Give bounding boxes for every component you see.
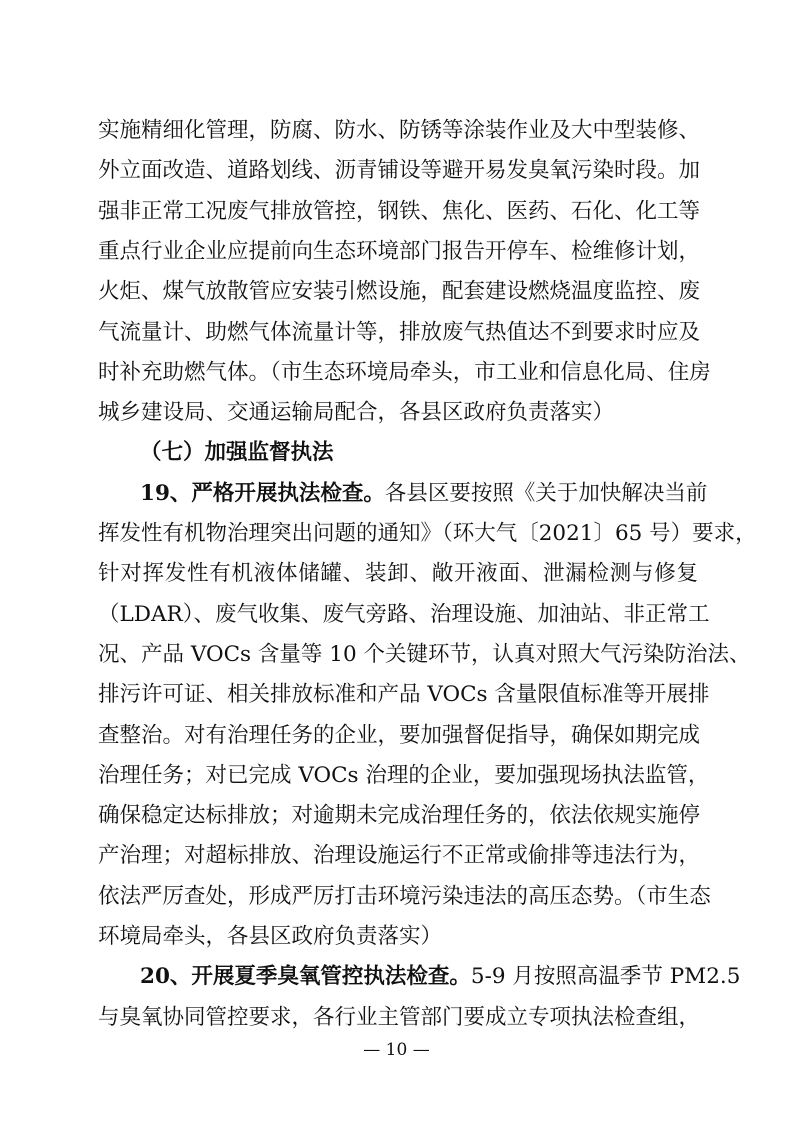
text-line: 针对挥发性有机液体储罐、装卸、敞开液面、泄漏检测与修复 (98, 561, 698, 587)
text-line: 依法严厉查处，形成严厉打击环境污染违法的高压态势。（市生态 (98, 883, 711, 909)
item-heading: 19、严格开展执法检查。 (140, 480, 385, 506)
text-line: 19、严格开展执法检查。各县区要按照《关于加快解决当前 (140, 480, 708, 506)
text-line: 强非正常工况废气排放管控，钢铁、焦化、医药、石化、化工等 (98, 198, 701, 224)
text-line: 外立面改造、道路划线、沥青铺设等避开易发臭氧污染时段。加 (98, 158, 701, 184)
text-line: 环境局牵头，各县区政府负责落实） (98, 924, 443, 949)
item-heading: 20、开展夏季臭氧管控执法检查。 (140, 964, 471, 990)
text-line: 实施精细化管理，防腐、防水、防锈等涂装作业及大中型装修、 (98, 118, 701, 143)
text-line: 况、产品 VOCs 含量等 10 个关键环节，认真对照大气污染防治法、 (98, 641, 751, 667)
text-line: 火炬、煤气放散管应安装引燃设施，配套建设燃烧温度监控、废 (98, 279, 701, 305)
text-line: （LDAR）、废气收集、废气旁路、治理设施、加油站、非正常工 (98, 601, 710, 627)
page-number: — 10 — (363, 1040, 430, 1060)
text-line: 查整治。对有治理任务的企业，要加强督促指导，确保如期完成 (98, 722, 701, 748)
text-line: 排污许可证、相关排放标准和产品 VOCs 含量限值标准等开展排 (98, 682, 710, 708)
section-heading: （七）加强监督执法 (140, 440, 334, 466)
text-line: 确保稳定达标排放；对逾期未完成治理任务的，依法依规实施停 (98, 803, 701, 829)
text-line: 时补充助燃气体。（市生态环境局牵头，市工业和信息化局、住房 (98, 359, 711, 385)
text-line: 20、开展夏季臭氧管控执法检查。5-9 月按照高温季节 PM2.5 (140, 964, 741, 990)
text-line: 产治理；对超标排放、治理设施运行不正常或偷排等违法行为， (98, 843, 701, 869)
text-line: 气流量计、助燃气体流量计等，排放废气热值达不到要求时应及 (98, 319, 701, 345)
text-line: 治理任务；对已完成 VOCs 治理的企业，要加强现场执法监管， (98, 762, 710, 788)
text-line: 与臭氧协同管控要求，各行业主管部门要成立专项执法检查组， (98, 1004, 701, 1030)
text-line: 城乡建设局、交通运输局配合，各县区政府负责落实） (98, 400, 615, 426)
text-line: 重点行业企业应提前向生态环境部门报告开停车、检维修计划， (98, 238, 701, 264)
text-line: 挥发性有机物治理突出问题的通知》（环大气〔2021〕65 号）要求， (98, 521, 757, 546)
